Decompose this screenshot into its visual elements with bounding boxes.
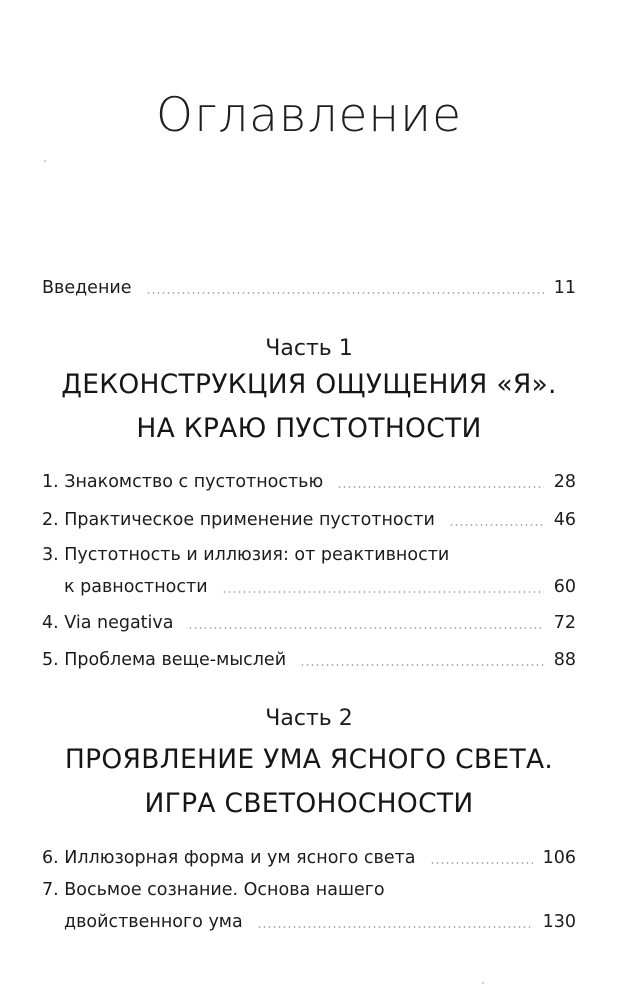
toc-entry-chapter-2[interactable] <box>42 508 576 532</box>
toc-entry-label: 6. Иллюзорная форма и ум ясного света <box>42 848 416 868</box>
dot-leader <box>300 664 544 666</box>
toc-entry-label: 4. Via negativa <box>42 613 174 633</box>
toc-entry-label: Введение <box>42 278 132 298</box>
toc-page-number: 88 <box>553 650 576 670</box>
dot-leader <box>430 862 533 864</box>
part-2-label: Часть 2 <box>265 706 353 731</box>
dot-leader <box>222 591 544 593</box>
part-1-label: Часть 1 <box>265 336 353 361</box>
paper-speck <box>482 982 484 984</box>
toc-entry-chapter-4[interactable] <box>42 611 576 635</box>
toc-page-number: 46 <box>553 510 576 530</box>
dot-leader <box>257 926 533 928</box>
toc-page-number: 106 <box>542 848 576 868</box>
toc-entry-chapter-7[interactable] <box>42 910 576 934</box>
page-title: Оглавление <box>155 88 463 143</box>
part-2-title-line-1: ПРОЯВЛЕНИЕ УМА ЯСНОГО СВЕТА. <box>64 744 554 775</box>
toc-entry-chapter-1[interactable] <box>42 470 576 494</box>
paper-speck <box>44 160 46 162</box>
dot-leader <box>337 486 543 488</box>
toc-entry-chapter-7-line-1[interactable]: 7. Восьмое сознание. Основа нашего <box>42 880 385 900</box>
toc-page-number: 28 <box>553 472 576 492</box>
toc-page-number: 11 <box>553 278 576 298</box>
toc-entry-label: 1. Знакомство с пустотностью <box>42 472 324 492</box>
dot-leader <box>449 524 544 526</box>
toc-entry-label: к равностности <box>64 577 208 597</box>
part-1-title-line-2: НА КРАЮ ПУСТОТНОСТИ <box>136 413 482 444</box>
dot-leader <box>188 627 544 629</box>
toc-entry-label: 2. Практическое применение пустотности <box>42 510 435 530</box>
toc-entry-chapter-3-line-1[interactable]: 3. Пустотность и иллюзия: от реактивности <box>42 545 450 565</box>
toc-entry-label: 5. Проблема веще-мыслей <box>42 650 287 670</box>
dot-leader <box>146 292 544 294</box>
toc-entry-introduction[interactable] <box>42 276 576 300</box>
toc-entry-chapter-6[interactable] <box>42 846 576 870</box>
toc-entry-chapter-5[interactable] <box>42 648 576 672</box>
toc-entry-label: двойственного ума <box>64 912 243 932</box>
toc-entry-chapter-3[interactable] <box>42 575 576 599</box>
part-1-title-line-1: ДЕКОНСТРУКЦИЯ ОЩУЩЕНИЯ «Я». <box>61 369 557 400</box>
toc-page-number: 130 <box>542 912 576 932</box>
toc-page-number: 60 <box>553 577 576 597</box>
part-2-title-line-2: ИГРА СВЕТОНОСНОСТИ <box>144 788 474 819</box>
toc-page-number: 72 <box>553 613 576 633</box>
